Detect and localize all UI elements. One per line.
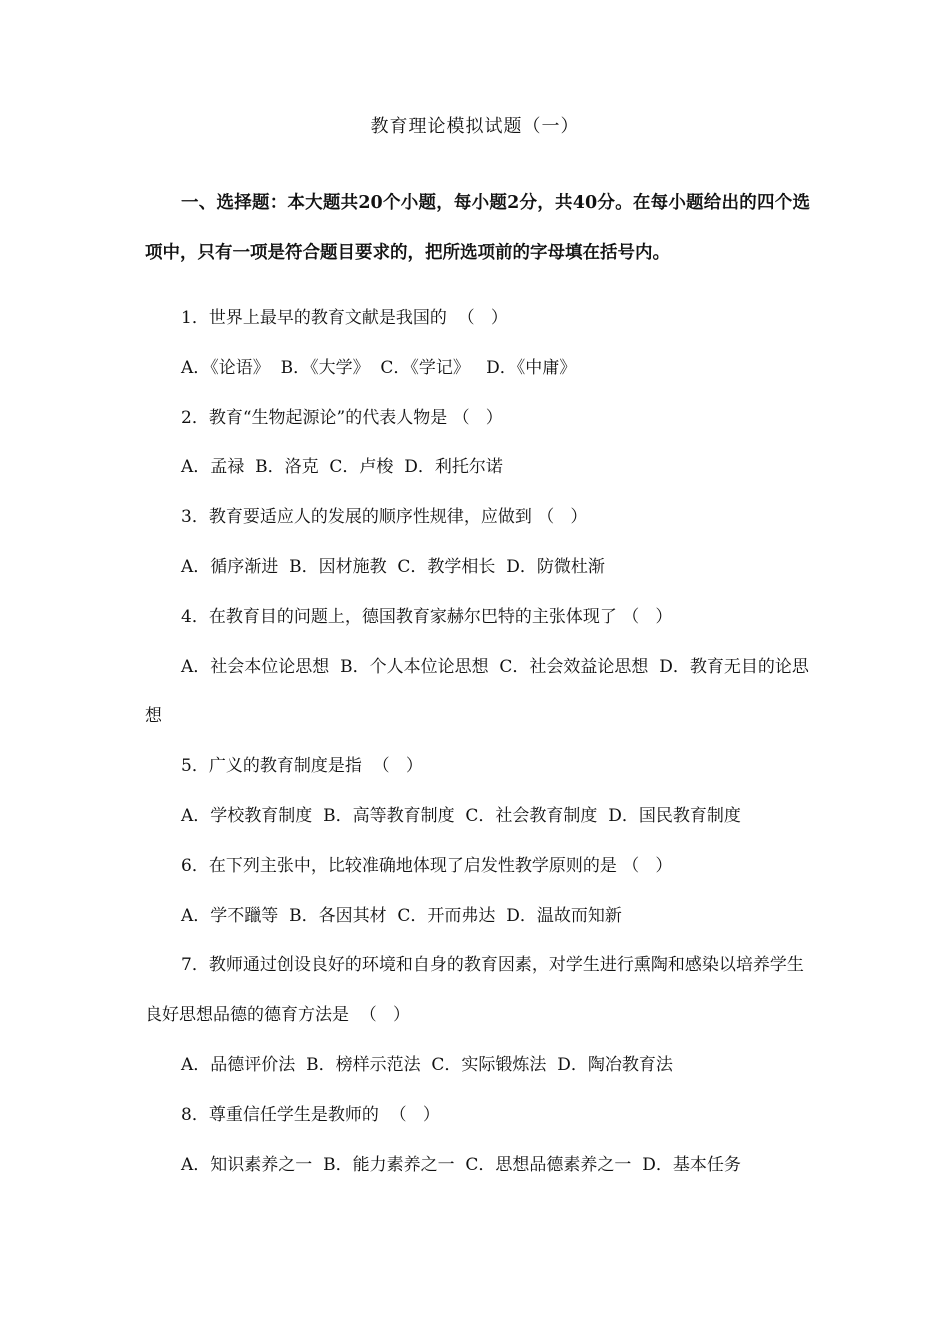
question-7-stem: 7．教师通过创设良好的环境和自身的教育因素，对学生进行熏陶和感染以培养学生良好思想品德的德育方法是 （ ） — [145, 955, 804, 1026]
question-3-stem: 3．教育要适应人的发展的顺序性规律，应做到 （ ） — [181, 507, 588, 528]
document-title: 教育理论模拟试题（一） — [370, 116, 580, 137]
question-8-options: A．知识素养之一 B．能力素养之一 C．思想品德素养之一 D．基本任务 — [181, 1154, 741, 1175]
question-8-stem: 8．尊重信任学生是教师的 （ ） — [181, 1104, 440, 1125]
question-5-stem: 5．广义的教育制度是指 （ ） — [181, 756, 423, 777]
question-2-stem: 2．教育“生物起源论”的代表人物是 （ ） — [181, 407, 503, 428]
section-heading: 一、选择题：本大题共20个小题，每小题2分，共40分。在每小题给出的四个选项中，只有一项是符合题目要求的，把所选项前的字母填在括号内。 — [145, 193, 810, 263]
question-6-stem: 6．在下列主张中，比较准确地体现了启发性教学原则的是 （ ） — [181, 855, 673, 876]
question-3-options: A．循序渐进 B．因材施教 C．教学相长 D．防微杜渐 — [181, 556, 605, 577]
question-1-options: A．《论语》 B．《大学》 C．《学记》 D．《中庸》 — [181, 357, 577, 378]
question-5-options: A．学校教育制度 B．高等教育制度 C．社会教育制度 D．国民教育制度 — [181, 805, 741, 826]
question-4-options: A．社会本位论思想 B．个人本位论思想 C．社会效益论思想 D．教育无目的论思想 — [145, 656, 809, 727]
question-1-stem: 1．世界上最早的教育文献是我国的 （ ） — [181, 308, 508, 328]
question-2-options: A．孟禄 B．洛克 C．卢梭 D．利托尔诺 — [181, 457, 503, 478]
question-list — [145, 294, 810, 1190]
question-7-options: A．品德评价法 B．榜样示范法 C．实际锻炼法 D．陶冶教育法 — [181, 1054, 673, 1075]
question-4-stem: 4．在教育目的问题上，德国教育家赫尔巴特的主张体现了 （ ） — [181, 606, 673, 627]
question-6-options: A．学不躐等 B．各因其材 C．开而弗达 D．温故而知新 — [181, 905, 622, 926]
